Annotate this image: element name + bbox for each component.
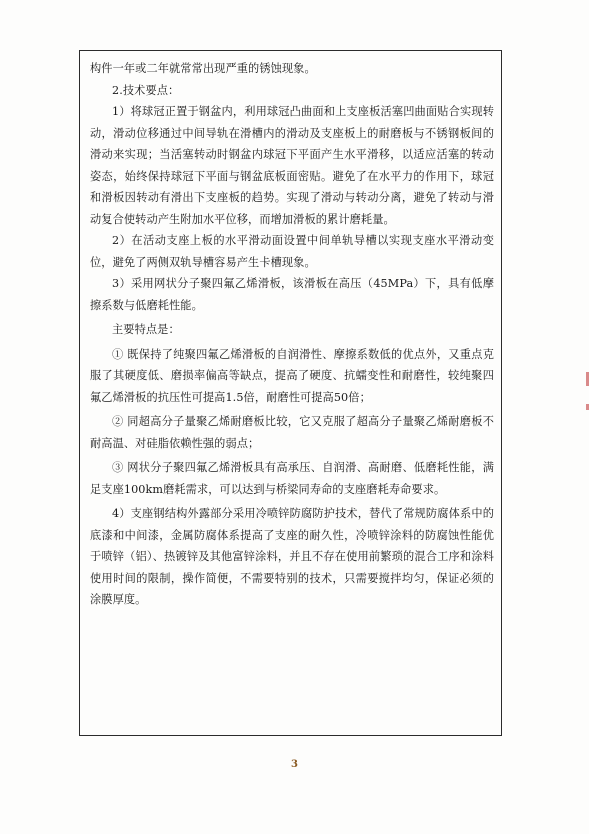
feature-item-1: ① 既保持了纯聚四氟乙烯滑板的自润滑性、摩擦系数低的优点外，又重点克服了其硬度低、磨损率偏高等缺点，提高了硬度、抗蠕变性和耐磨性，较纯聚四氟乙烯滑板的抗压性可提高1.5倍，耐磨性可提高50倍；: [90, 347, 494, 404]
paragraph-point-1: 1）将球冠正置于钢盆内，利用球冠凸曲面和上支座板活塞凹曲面贴合实现转动，滑动位移通过中间导轨在滑槽内的滑动及支座板上的耐磨板与不锈钢板间的滑动来实现；当活塞转动时钢盆内球冠下平面产生水平滑移，以适应活塞的转动姿态，始终保持球冠下平面与钢盆底板面密贴。避免了在水平力的作用下，球冠和滑板因转动有滑出下支座板的趋势。实现了滑动与转动分离，避免了转动与滑动复合使转动产生附加水平位移，而增加滑板的累计磨耗量。: [90, 105, 494, 226]
document-body: [90, 58, 494, 611]
page-number: 3: [291, 759, 298, 770]
feature-item-2: ② 同超高分子量聚乙烯耐磨板比较，它又克服了超高分子量聚乙烯耐磨板不耐高温、对硅脂依赖性强的弱点；: [90, 415, 494, 450]
feature-item-3: ③ 网状分子聚四氟乙烯滑板具有高承压、自润滑、高耐磨、低磨耗性能，满足支座100km磨耗需求，可以达到与桥梁同寿命的支座磨耗寿命要求。: [90, 461, 494, 496]
paragraph-continuation: 构件一年或二年就常常出现严重的锈蚀现象。: [90, 62, 316, 75]
section-heading-technical-points: 2.技术要点：: [112, 83, 180, 97]
paragraph-point-4: 4）支座钢结构外露部分采用冷喷锌防腐防护技术，替代了常规防腐体系中的底漆和中间漆，金属防腐体系提高了支座的耐久性，冷喷锌涂料的防腐蚀性能优于喷锌（铝）、热镀锌及其他富锌涂料，并且不存在使用前繁琐的混合工序和涂料使用时间的限制，操作简便，不需要特别的技术，只需要搅拌均匀，保证必须的涂膜厚度。: [90, 507, 494, 606]
paragraph-point-3: 3）采用网状分子聚四氟乙烯滑板，该滑板在高压（45MPa）下，具有低摩擦系数与低磨耗性能。: [90, 277, 494, 312]
subheading-main-features: 主要特点是：: [112, 323, 180, 336]
paragraph-point-2: 2）在活动支座上板的水平滑动面设置中间单轨导槽以实现支座水平滑动变位，避免了两侧双轨导槽容易产生卡槽现象。: [90, 234, 494, 269]
